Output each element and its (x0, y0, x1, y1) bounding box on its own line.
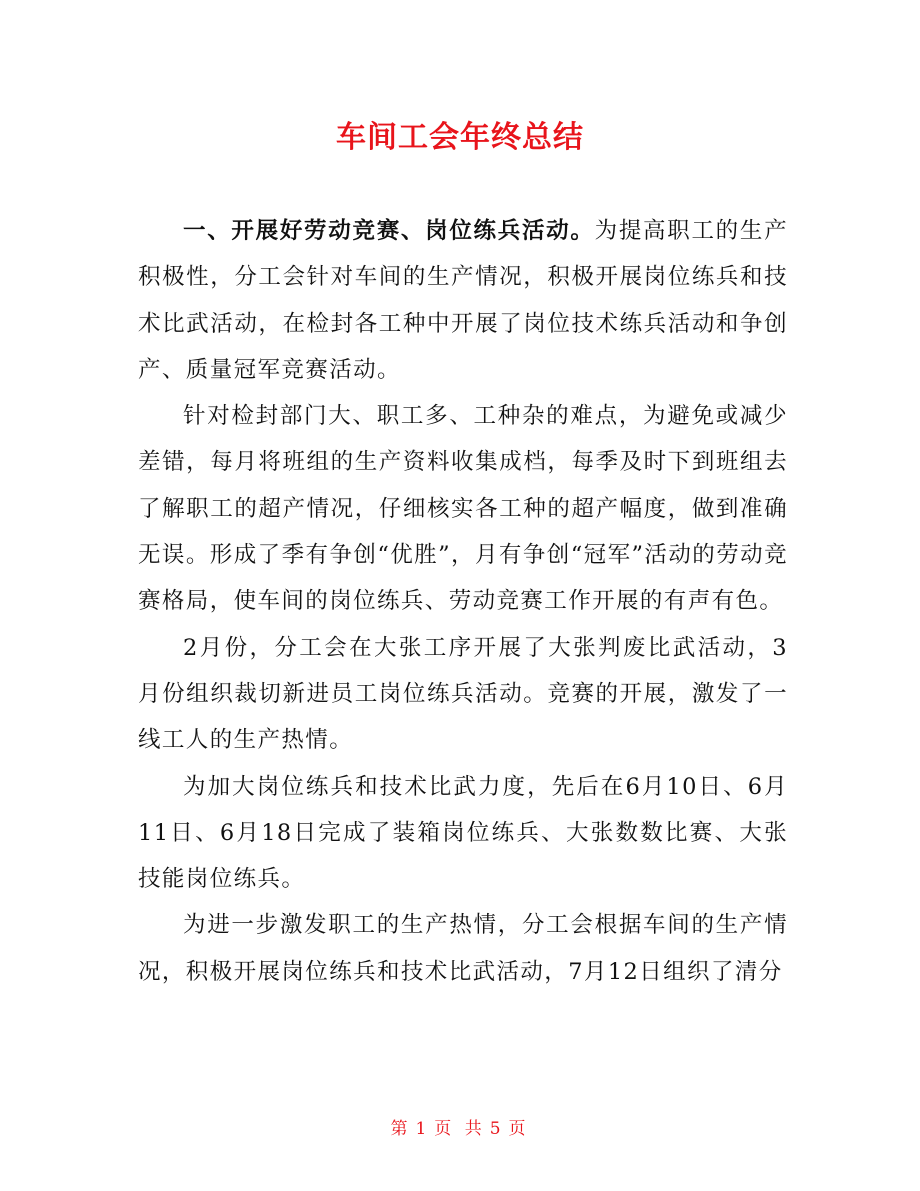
paragraph-5 (138, 902, 788, 995)
footer-prefix: 第 (390, 1119, 412, 1139)
document-body (138, 208, 788, 995)
paragraph-text: 2月份，分工会在大张工序开展了大张判废比武活动，3月份组织裁切新进员工岗位练兵活动。竞赛的开展，激发了一线工人的生产热情。 (138, 634, 788, 754)
paragraph-text: 为提高职工的生产积极性，分工会针对车间的生产情况，积极开展岗位练兵和技术比武活动，在检封各工种中开展了岗位技术练兵活动和争创产、质量冠军竞赛活动。 (138, 218, 788, 383)
paragraph-text: 为进一步激发职工的生产热情，分工会根据车间的生产情况，积极开展岗位练兵和技术比武活动，7月12日组织了清分 (138, 912, 788, 985)
paragraph-2 (138, 393, 788, 624)
page-title: 车间工会年终总结 (336, 120, 584, 155)
paragraph-4 (138, 764, 788, 903)
footer-middle: 页 共 (434, 1119, 486, 1139)
paragraph-1 (138, 208, 788, 393)
section-heading: 一、开展好劳动竞赛、岗位练兵活动。 (183, 218, 595, 244)
current-page-number: 1 (415, 1119, 431, 1139)
total-page-count: 5 (489, 1119, 505, 1139)
paragraph-3 (138, 625, 788, 764)
paragraph-text: 为加大岗位练兵和技术比武力度，先后在6月10日、6月11日、6月18日完成了装箱岗位练兵、大张数数比赛、大张技能岗位练兵。 (138, 773, 788, 893)
paragraph-text: 针对检封部门大、职工多、工种杂的难点，为避免或减少差错，每月将班组的生产资料收集成档，每季及时下到班组去了解职工的超产情况，仔细核实各工种的超产幅度，做到准确无误。形成了季有争创“优胜”，月有争创“冠军”活动的劳动竞赛格局，使车间的岗位练兵、劳动竞赛工作开展的有声有色。 (138, 403, 788, 615)
page-footer (0, 1114, 920, 1139)
footer-suffix: 页 (508, 1119, 530, 1139)
